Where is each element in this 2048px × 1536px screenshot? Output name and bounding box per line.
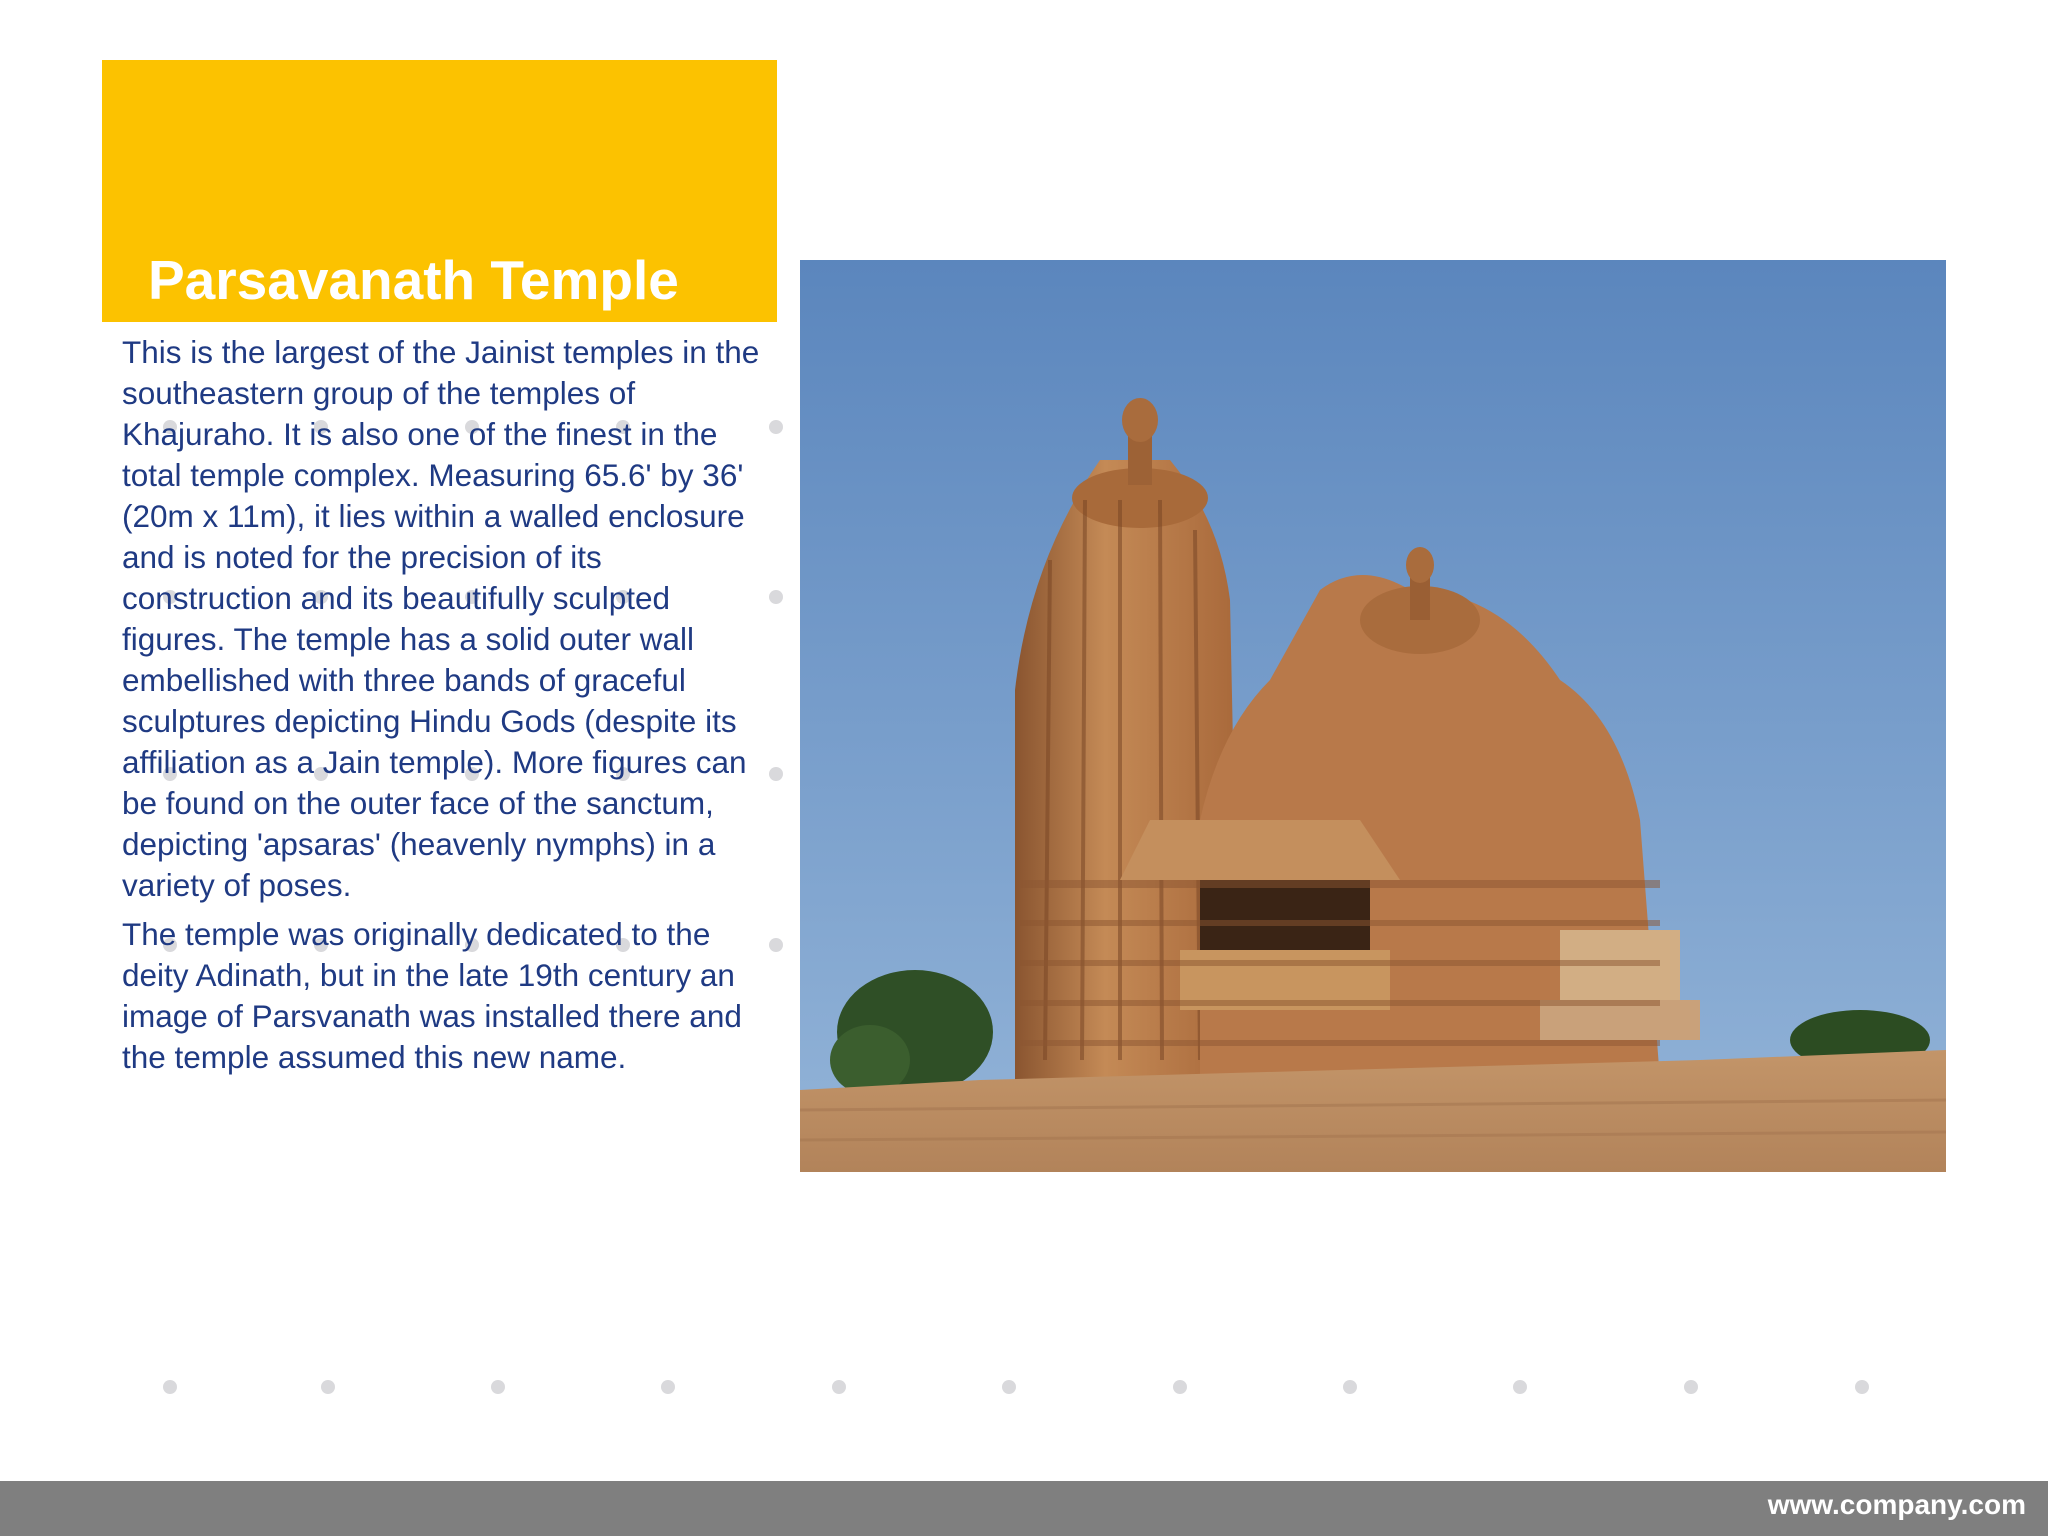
dot — [163, 1380, 177, 1394]
temple-photo — [800, 260, 1946, 1172]
dot — [769, 590, 783, 604]
dot — [769, 767, 783, 781]
dot — [1684, 1380, 1698, 1394]
slide-title: Parsavanath Temple — [148, 249, 679, 311]
dot — [832, 1380, 846, 1394]
footer-url[interactable]: www.company.com — [1767, 1489, 2026, 1520]
body-text — [122, 332, 770, 1086]
dot — [769, 420, 783, 434]
dot — [769, 938, 783, 952]
footer-bar — [0, 1481, 2048, 1536]
dot — [1513, 1380, 1527, 1394]
dot — [491, 1380, 505, 1394]
dot — [321, 1380, 335, 1394]
paragraph-1: This is the largest of the Jainist temples in the southeastern group of the temples of Khajuraho. It is also one of the finest in the total temple complex. Measuring 65.6' by 36' (20m x 11m), it lies within a walled enclosure and is noted for the precision of its construction and its beautifully sculpted figures. The temple has a solid outer wall embellished with three bands of graceful sculptures depicting Hindu Gods (despite its affiliation as a Jain temple). More figures can be found on the outer face of the sanctum, depicting 'apsaras' (heavenly nymphs) in a variety of poses. — [122, 334, 760, 903]
dot — [661, 1380, 675, 1394]
dot — [1855, 1380, 1869, 1394]
title-banner — [102, 60, 777, 322]
dot — [1002, 1380, 1016, 1394]
paragraph-2: The temple was originally dedicated to the deity Adinath, but in the late 19th century an image of Parsvanath was installed there and the temple assumed this new name. — [122, 916, 742, 1075]
dot — [1343, 1380, 1357, 1394]
dot — [1173, 1380, 1187, 1394]
